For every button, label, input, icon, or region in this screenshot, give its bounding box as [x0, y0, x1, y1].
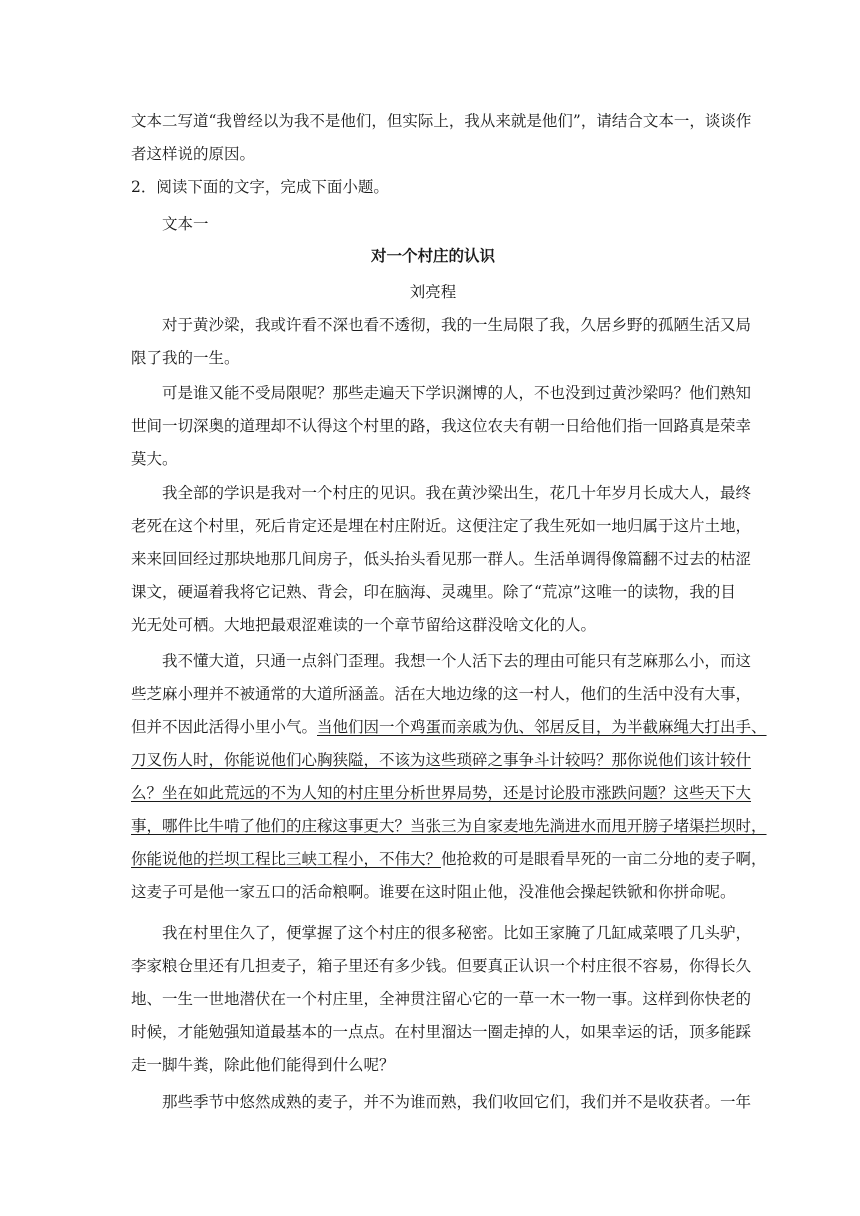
text-line: 些芝麻小理并不被通常的大道所涵盖。活在大地边缘的这一村人，他们的生活中没有大事，	[131, 685, 752, 703]
plain-text: 他抢救的可是眼看旱死的一亩二分地的麦子啊，	[441, 850, 767, 868]
text-line: 世间一切深奥的道理却不认得这个村里的路，我这位农夫有朝一日给他们指一回路真是荣幸	[131, 417, 752, 435]
paragraph-3	[131, 477, 752, 642]
text-line: 地、一生一世地潜伏在一个村庄里，全神贯注留心它的一草一木一物一事。这样到你快老的	[131, 990, 752, 1008]
underlined-text: 当他们因一个鸡蛋而亲戚为仇、邻居反目，为半截麻绳大打出手、	[317, 718, 767, 736]
text-line: 莫大。	[131, 450, 178, 468]
underlined-line: 刀叉伤人时，你能说他们心胸狭隘，不该为这些琐碎之事争斗计较吗？那你说他们该计较什	[131, 751, 752, 769]
article-author	[131, 276, 735, 309]
underlined-line: 么？坐在如此荒远的不为人知的村庄里分析世界局势，还是讨论股市涨跌问题？这些天下大	[131, 784, 752, 802]
text-line: 我在村里住久了，便掌握了这个村庄的很多秘密。比如王家腌了几缸咸菜喂了几头驴，	[162, 924, 752, 942]
section-label-text: 文本一	[162, 215, 209, 233]
text-line: 文本二写道“我曾经以为我不是他们，但实际上，我从来就是他们”，请结合文本一，谈谈作	[131, 112, 752, 130]
underlined-text: 你能说他的拦坝工程比三峡工程小，不伟大？	[131, 850, 442, 868]
text-line: 老死在这个村里，死后肯定还是埋在村庄附近。这便注定了我生死如一地归属于这片土地，	[131, 517, 752, 535]
article-title	[131, 239, 735, 272]
article-title-text: 对一个村庄的认识	[370, 246, 495, 265]
paragraph-1	[131, 309, 752, 375]
article-author-text: 刘亮程	[409, 283, 457, 301]
question-1-text	[131, 105, 752, 171]
section-label	[131, 208, 735, 241]
text-line: 光无处可栖。大地把最艰涩难读的一个章节留给这群没啥文化的人。	[131, 616, 597, 634]
text-line: 走一脚牛粪，除此他们能得到什么呢？	[131, 1056, 395, 1074]
text-line: 我不懂大道，只通一点斜门歪理。我想一个人活下去的理由可能只有芝麻那么小，而这	[162, 652, 752, 670]
text-line: 对于黄沙梁，我或许看不深也看不透彻，我的一生局限了我，久居乡野的孤陋生活又局	[162, 316, 752, 334]
text-line	[131, 711, 767, 744]
text-line: 那些季节中悠然成熟的麦子，并不为谁而熟，我们收回它们，我们并不是收获者。一年	[162, 1093, 752, 1111]
text-line	[131, 843, 767, 876]
paragraph-4	[131, 645, 767, 909]
text-line: 时候，才能勉强知道最基本的一点点。在村里溜达一圈走掉的人，如果幸运的话，顶多能踩	[131, 1023, 752, 1041]
text-line: 我全部的学识是我对一个村庄的见识。我在黄沙梁出生，花几十年岁月长成大人，最终	[162, 484, 752, 502]
question-heading: 2．阅读下面的文字，完成下面小题。	[131, 178, 389, 196]
text-line: 可是谁又能不受局限呢？那些走遍天下学识渊博的人，不也没到过黄沙梁吗？他们熟知	[162, 384, 752, 402]
underlined-line: 事，哪件比牛啃了他们的庄稼这事更大？当张三为自家麦地先淌进水而甩开膀子堵渠拦坝时，	[131, 817, 767, 835]
plain-text: 但并不因此活得小里小气。	[131, 718, 318, 736]
text-line: 这麦子可是他一家五口的活命粮啊。谁要在这时阻止他，没准他会操起铁锨和你拼命呢。	[131, 883, 736, 901]
paragraph-2	[131, 377, 752, 476]
text-line: 来来回回经过那块地那几间房子，低头抬头看见那一群人。生活单调得像篇翻不过去的枯涩	[131, 550, 752, 568]
text-line: 限了我的一生。	[131, 349, 240, 367]
text-line: 课文，硬逼着我将它记熟、背会，印在脑海、灵魂里。除了“荒凉”这唯一的读物，我的目	[131, 583, 736, 601]
paragraph-6	[131, 1086, 752, 1119]
question-2-heading	[131, 171, 735, 204]
text-line: 者这样说的原因。	[131, 145, 256, 163]
text-line: 李家粮仓里还有几担麦子，箱子里还有多少钱。但要真正认识一个村庄很不容易，你得长久	[131, 957, 752, 975]
paragraph-5	[131, 917, 752, 1082]
